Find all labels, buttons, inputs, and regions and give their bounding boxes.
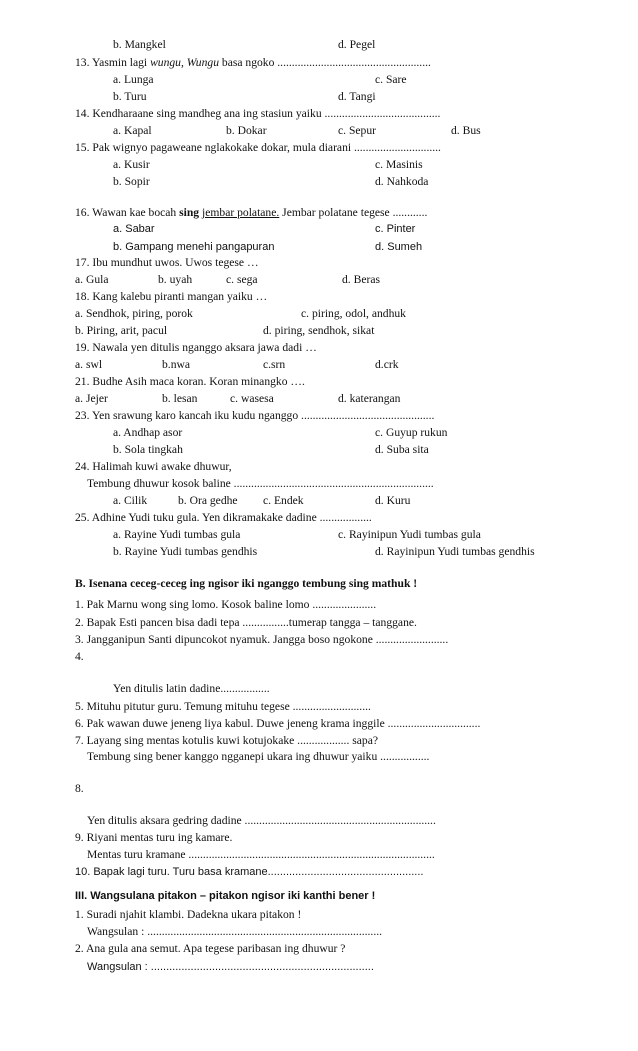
q17-option-a: a. Gula: [75, 273, 109, 286]
q25-option-c: c. Rayinipun Yudi tumbas gula: [338, 528, 481, 541]
q21-question: 21. Budhe Asih maca koran. Koran minangko ….: [75, 375, 305, 388]
q21-option-d: d. katerangan: [338, 392, 401, 405]
b-item-8-sub: Yen ditulis aksara gedring dadine ..................................................................: [87, 814, 436, 827]
q17-option-c: c. sega: [226, 273, 258, 286]
q15-option-b: b. Sopir: [113, 175, 150, 188]
b-item-7: 7. Layang sing mentas kotulis kuwi kotujokake .................. sapa?: [75, 734, 378, 747]
q23-option-c: c. Guyup rukun: [375, 426, 448, 439]
q25-option-b: b. Rayine Yudi tumbas gendhis: [113, 545, 258, 558]
b-item-9-sub: Mentas turu kramane .....................................................................................: [87, 848, 435, 861]
q14-question: 14. Kendharaane sing mandheg ana ing stasiun yaiku ........................................: [75, 107, 441, 120]
q14-option-c: c. Sepur: [338, 124, 376, 137]
b-item-7-sub: Tembung sing bener kanggo ngganepi ukara ing dhuwur yaiku .................: [87, 750, 430, 763]
q15-option-c: c. Masinis: [375, 158, 423, 171]
q18-option-a: a. Sendhok, piring, porok: [75, 307, 193, 320]
q23-option-d: d. Suba sita: [375, 443, 429, 456]
q13-question: 13. Yasmin lagi wungu, Wungu basa ngoko .....................................................: [75, 56, 431, 69]
q14-option-b: b. Dokar: [226, 124, 267, 137]
q14-option-d: d. Bus: [451, 124, 481, 137]
q18-option-c: c. piring, odol, andhuk: [301, 307, 406, 320]
q23-option-b: b. Sola tingkah: [113, 443, 183, 456]
q25-option-d: d. Rayinipun Yudi tumbas gendhis: [375, 545, 535, 558]
section-iii-title: III. Wangsulana pitakon – pitakon ngisor iki kanthi bener !: [75, 890, 376, 902]
q23-option-a: a. Andhap asor: [113, 426, 183, 439]
q23-question: 23. Yen srawung karo kancah iku kudu nganggo ..............................................: [75, 409, 435, 422]
q16-option-d: d. Sumeh: [375, 241, 423, 253]
q19-option-b: b.nwa: [162, 358, 191, 371]
q16-option-c: c. Pinter: [375, 223, 416, 235]
b-item-4: 4.: [75, 650, 84, 663]
c-item-2: 2. Ana gula ana semut. Apa tegese paribasan ing dhuwur ?: [75, 942, 346, 955]
q15-option-d: d. Nahkoda: [375, 175, 429, 188]
b-item-4-sub: Yen ditulis latin dadine.................: [113, 682, 270, 695]
q24-option-c: c. Endek: [263, 494, 304, 507]
q24-question-line2: Tembung dhuwur kosok baline .....................................................................: [87, 477, 434, 490]
q19-option-c: c.srn: [263, 358, 286, 371]
q12-option-b: b. Mangkel: [113, 38, 166, 51]
q18-question: 18. Kang kalebu piranti mangan yaiku …: [75, 290, 268, 303]
q25-question: 25. Adhine Yudi tuku gula. Yen dikramakake dadine ..................: [75, 511, 372, 524]
section-b-title: B. Isenana ceceg-ceceg ing ngisor iki nganggo tembung sing mathuk !: [75, 577, 418, 590]
c-item-1: 1. Suradi njahit klambi. Dadekna ukara pitakon !: [75, 908, 302, 921]
q24-option-a: a. Cilik: [113, 494, 148, 507]
b-item-6: 6. Pak wawan duwe jeneng liya kabul. Duwe jeneng krama inggile ................................: [75, 717, 481, 730]
q18-option-d: d. piring, sendhok, sikat: [263, 324, 375, 337]
q21-option-c: c. wasesa: [230, 392, 274, 405]
b-item-9: 9. Riyani mentas turu ing kamare.: [75, 831, 233, 844]
q14-option-a: a. Kapal: [113, 124, 152, 137]
q19-option-d: d.crk: [375, 358, 399, 371]
q16-option-b: b. Gampang menehi pangapuran: [113, 241, 275, 253]
c-item-2-answer: Wangsulan : .........................................................................: [87, 961, 374, 973]
b-item-3: 3. Jangganipun Santi dipuncokot nyamuk. Jangga boso ngokone .........................: [75, 633, 449, 646]
b-item-1: 1. Pak Marnu wong sing lomo. Kosok baline lomo ......................: [75, 598, 377, 611]
q16-question: 16. Wawan kae bocah sing jembar polatane. Jembar polatane tegese ............: [75, 206, 428, 219]
q21-option-a: a. Jejer: [75, 392, 108, 405]
q18-option-b: b. Piring, arit, pacul: [75, 324, 168, 337]
q13-option-d: d. Tangi: [338, 90, 376, 103]
q13-option-a: a. Lunga: [113, 73, 154, 86]
q16-option-a: a. Sabar: [113, 223, 155, 235]
q12-option-d: d. Pegel: [338, 38, 376, 51]
q15-question: 15. Pak wignyo pagaweane nglakokake dokar, mula diarani ..............................: [75, 141, 441, 154]
q17-question: 17. Ibu mundhut uwos. Uwos tegese …: [75, 256, 259, 269]
q13-option-b: b. Turu: [113, 90, 147, 103]
q24-option-b: b. Ora gedhe: [178, 494, 238, 507]
b-item-10: 10. Bapak lagi turu. Turu basa kramane...................................................: [75, 866, 424, 878]
q25-option-a: a. Rayine Yudi tumbas gula: [113, 528, 241, 541]
q13-option-c: c. Sare: [375, 73, 407, 86]
q17-option-d: d. Beras: [342, 273, 380, 286]
q24-option-d: d. Kuru: [375, 494, 411, 507]
q17-option-b: b. uyah: [158, 273, 193, 286]
q19-option-a: a. swl: [75, 358, 103, 371]
q15-option-a: a. Kusir: [113, 158, 150, 171]
q24-question: 24. Halimah kuwi awake dhuwur,: [75, 460, 232, 473]
c-item-1-answer: Wangsulan : .................................................................................: [87, 925, 383, 938]
b-item-8: 8.: [75, 782, 84, 795]
b-item-2: 2. Bapak Esti pancen bisa dadi tepa ................tumerap tangga – tanggane.: [75, 616, 417, 629]
q19-question: 19. Nawala yen ditulis nganggo aksara jawa dadi …: [75, 341, 317, 354]
b-item-5: 5. Mituhu pitutur guru. Temung mituhu tegese ...........................: [75, 700, 371, 713]
q21-option-b: b. lesan: [162, 392, 198, 405]
